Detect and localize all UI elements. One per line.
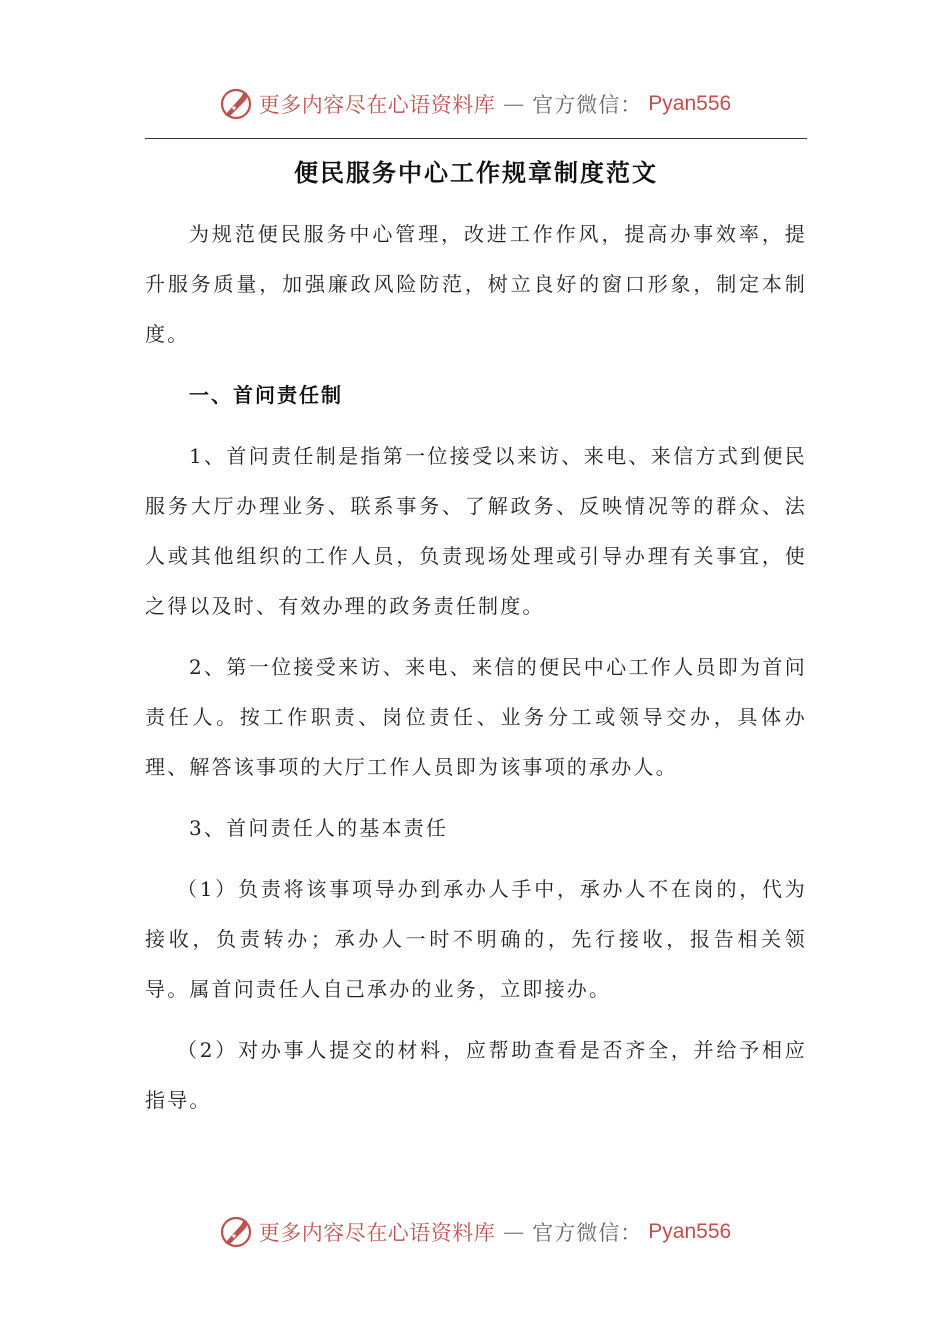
footer-banner: [0, 1212, 950, 1252]
pen-nib-logo-icon: [219, 87, 253, 121]
wechat-label: 官方微信：: [532, 93, 643, 117]
intro-paragraph: 为规范便民服务中心管理，改进工作作风，提高办事效率，提升服务质量，加强廉政风险防范，树立良好的窗口形象，制定本制度。: [145, 222, 807, 346]
paragraph-3-item-1: （1）负责将该事项导办到承办人手中，承办人不在岗的，代为接收，负责转办；承办人一时不明确的，先行接收，报告相关领导。属首问责任人自己承办的业务，立即接办。: [145, 877, 807, 1001]
header-banner: [0, 84, 950, 124]
paragraph-1: 1、首问责任制是指第一位接受以来访、来电、来信方式到便民服务大厅办理业务、联系事务、了解政务、反映情况等的群众、法人或其他组织的工作人员，负责现场处理或引导办理有关事宜，使之得以及时、有效办理的政务责任制度。: [145, 444, 807, 618]
wechat-label: 官方微信：: [532, 1221, 643, 1245]
brand-text: 更多内容尽在心语资料库: [258, 93, 496, 117]
paragraph-3: 3、首问责任人的基本责任: [189, 816, 449, 840]
section-heading: 一、首问责任制: [189, 383, 343, 407]
wechat-id: Pyan556: [648, 1220, 732, 1243]
brand-text: 更多内容尽在心语资料库: [258, 1221, 496, 1245]
header-divider: [145, 138, 807, 139]
paragraph-3-item-2: （2）对办事人提交的材料，应帮助查看是否齐全，并给予相应指导。: [145, 1038, 807, 1112]
pen-nib-logo-icon: [219, 1215, 253, 1249]
brand-separator: —: [503, 92, 525, 116]
paragraph-2: 2、第一位接受来访、来电、来信的便民中心工作人员即为首问责任人。按工作职责、岗位责任、业务分工或领导交办，具体办理、解答该事项的大厅工作人员即为该事项的承办人。: [145, 655, 807, 779]
wechat-id: Pyan556: [648, 92, 732, 115]
brand-separator: —: [503, 1220, 525, 1244]
document-body: [145, 209, 807, 1136]
document-title: 便民服务中心工作规章制度范文: [294, 159, 658, 187]
